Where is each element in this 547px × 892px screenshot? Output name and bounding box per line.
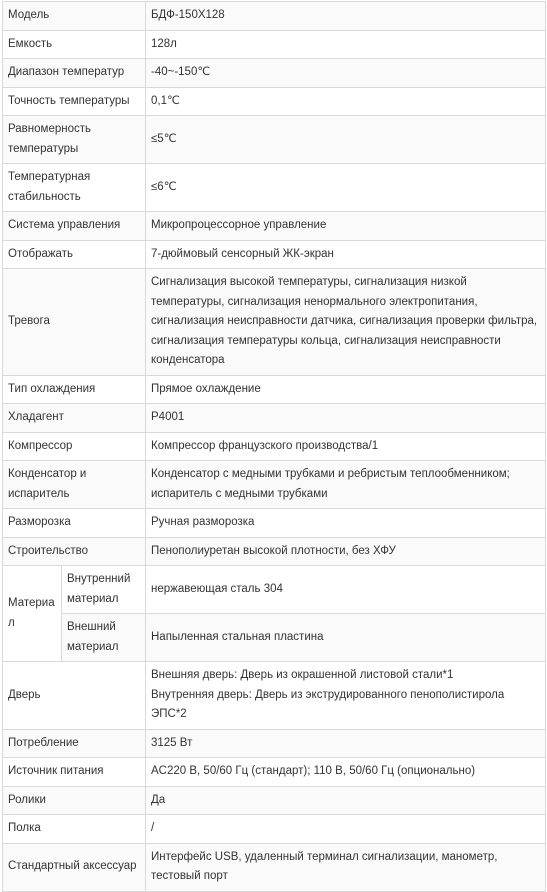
spec-value-outer-material: Напыленная стальная пластина	[146, 614, 546, 662]
spec-label-material: Материал	[3, 566, 62, 662]
spec-value-capacity: 128л	[146, 30, 546, 59]
table-row	[3, 432, 546, 461]
table-row	[3, 537, 546, 566]
table-row	[3, 815, 546, 844]
spec-label-defrost: Разморозка	[3, 509, 146, 538]
spec-value-consumption: 3125 Вт	[146, 729, 546, 758]
table-row	[3, 786, 546, 815]
spec-label-control-system: Система управления	[3, 212, 146, 241]
spec-label-condenser: Конденсатор и испаритель	[3, 461, 146, 509]
specifications-table	[2, 1, 546, 892]
spec-label-capacity: Емкость	[3, 30, 146, 59]
table-row	[3, 614, 546, 662]
spec-value-cooling-type: Прямое охлаждение	[146, 375, 546, 404]
spec-value-door-outer: Внешняя дверь: Дверь из окрашенной листовой стали*1	[151, 669, 454, 681]
table-row	[3, 212, 546, 241]
spec-label-temp-range: Диапазон температур	[3, 59, 146, 88]
spec-value-temp-accuracy: 0,1℃	[146, 87, 546, 116]
spec-label-power: Источник питания	[3, 758, 146, 787]
table-row	[3, 566, 546, 614]
spec-label-casters: Ролики	[3, 786, 146, 815]
table-row	[3, 240, 546, 269]
spec-value-temp-range: -40~-150℃	[146, 59, 546, 88]
spec-label-alarm: Тревога	[3, 269, 146, 376]
table-row	[3, 404, 546, 433]
table-row	[3, 509, 546, 538]
spec-value-defrost: Ручная разморозка	[146, 509, 546, 538]
spec-value-temp-stability: ≤6℃	[146, 164, 546, 212]
spec-label-temp-accuracy: Точность температуры	[3, 87, 146, 116]
spec-value-power: AC220 В, 50/60 Гц (стандарт); 110 В, 50/60 Гц (опционально)	[146, 758, 546, 787]
table-row	[3, 2, 546, 31]
table-row	[3, 59, 546, 88]
spec-label-display: Отображать	[3, 240, 146, 269]
spec-label-consumption: Потребление	[3, 729, 146, 758]
spec-value-door	[146, 662, 546, 730]
spec-value-door-inner: Внутренняя дверь: Дверь из экструдированного пенополистирола ЭПС*2	[151, 688, 505, 720]
table-row	[3, 758, 546, 787]
spec-label-shelf: Полка	[3, 815, 146, 844]
spec-label-temp-stability: Температурная стабильность	[3, 164, 146, 212]
table-row	[3, 116, 546, 164]
spec-label-temp-uniformity: Равномерность температуры	[3, 116, 146, 164]
spec-value-inner-material: нержавеющая сталь 304	[146, 566, 546, 614]
spec-sublabel-outer-material: Внешний материал	[62, 614, 146, 662]
table-row	[3, 662, 546, 730]
spec-value-condenser: Конденсатор с медными трубками и ребристым теплообменником; испаритель с медными трубками	[146, 461, 546, 509]
table-row	[3, 164, 546, 212]
spec-value-control-system: Микропроцессорное управление	[146, 212, 546, 241]
table-row	[3, 375, 546, 404]
spec-label-refrigerant: Хладагент	[3, 404, 146, 433]
spec-value-compressor: Компрессор французского производства/1	[146, 432, 546, 461]
spec-value-refrigerant: Р4001	[146, 404, 546, 433]
table-row	[3, 843, 546, 891]
spec-label-accessories: Стандартный аксессуар	[3, 843, 146, 891]
table-row	[3, 87, 546, 116]
spec-label-cooling-type: Тип охлаждения	[3, 375, 146, 404]
spec-sublabel-inner-material: Внутренний материал	[62, 566, 146, 614]
spec-value-construction: Пенополиуретан высокой плотности, без ХФУ	[146, 537, 546, 566]
table-row	[3, 30, 546, 59]
spec-label-construction: Строительство	[3, 537, 146, 566]
spec-value-alarm: Сигнализация высокой температуры, сигнализация низкой температуры, сигнализация ненормального электропитания, сигнализация неисправности датчика, сигнализация проверки фильтра, сигнализация температуры кольца, сигнализация неисправности конденсатора	[146, 269, 546, 376]
spec-value-temp-uniformity: ≤5℃	[146, 116, 546, 164]
spec-label-door: Дверь	[3, 662, 146, 730]
spec-value-casters: Да	[146, 786, 546, 815]
spec-value-shelf: /	[146, 815, 546, 844]
spec-value-accessories: Интерфейс USB, удаленный терминал сигнализации, манометр, тестовый порт	[146, 843, 546, 891]
table-row	[3, 269, 546, 376]
spec-value-model: БДФ-150X128	[146, 2, 546, 31]
table-row	[3, 461, 546, 509]
spec-value-display: 7-дюймовый сенсорный ЖК-экран	[146, 240, 546, 269]
spec-label-model: Модель	[3, 2, 146, 31]
table-row	[3, 729, 546, 758]
spec-label-compressor: Компрессор	[3, 432, 146, 461]
